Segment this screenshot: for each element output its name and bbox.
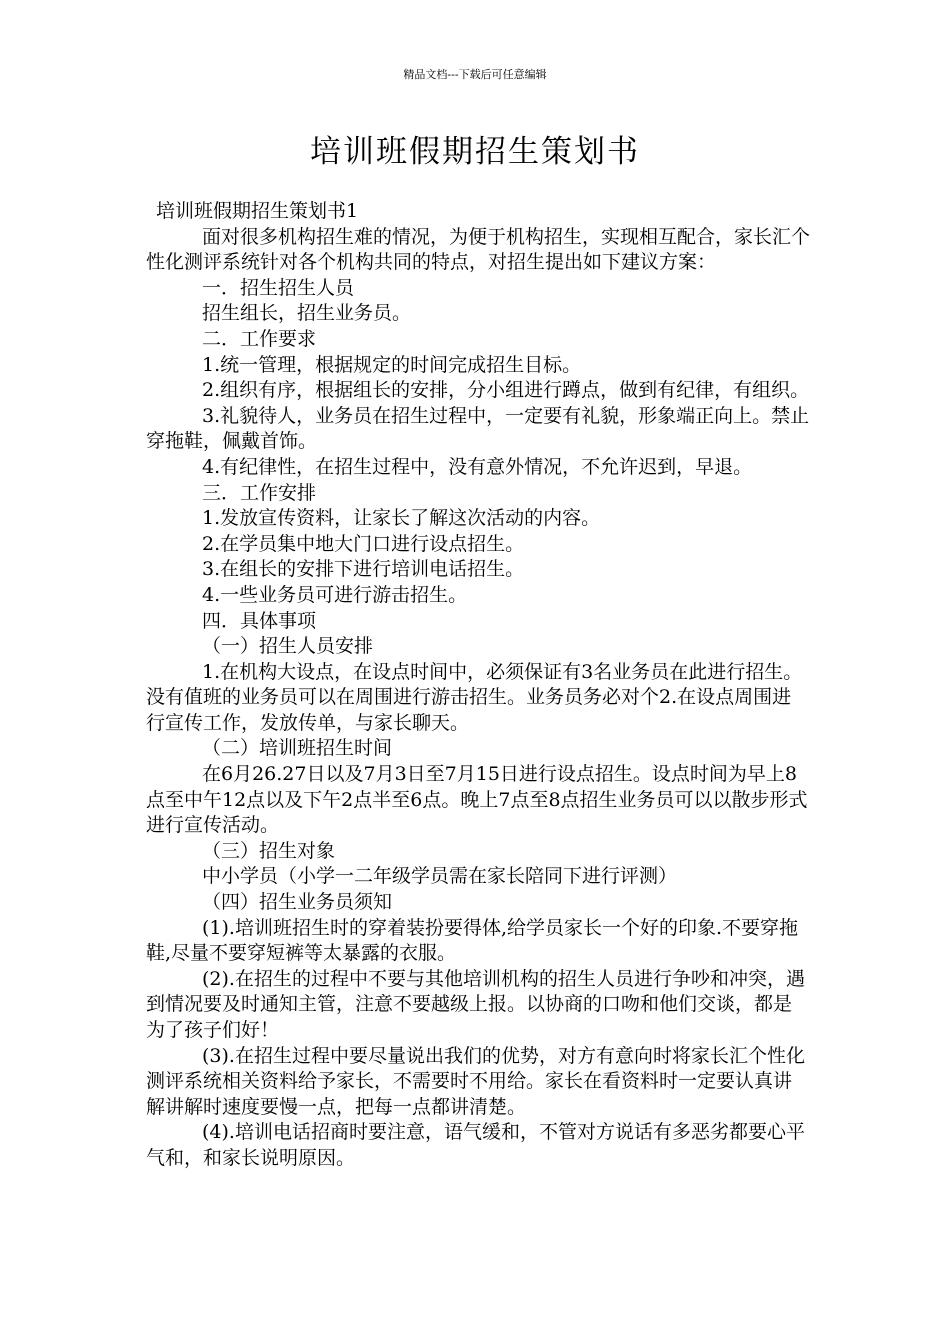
paragraph: 招生组长，招生业务员。 xyxy=(202,302,412,325)
paragraph: 1.在机构大设点，在设点时间中，必须保证有3名业务员在此进行招生。没有值班的业务员可以在周围进行游击招生。业务员务必对个2.在设点周围进行宣传工作，发放传单，与家长聊天。 xyxy=(146,660,803,734)
list-item: (4).培训电话招商时要注意，语气缓和，不管对方说话有多恶劣都要心平气和，和家长说明原因。 xyxy=(146,1121,805,1169)
section-heading: 一．招生招生人员 xyxy=(202,276,355,299)
subsection-heading: （四）招生业务员须知 xyxy=(202,891,393,914)
paragraph: 面对很多机构招生难的情况，为便于机构招生，实现相互配合，家长汇个性化测评系统针对各个机构共同的特点，对招生提出如下建议方案： xyxy=(146,225,811,274)
section-heading: 培训班假期招生策划书1 xyxy=(156,200,359,222)
section-heading: 二．工作要求 xyxy=(202,327,317,350)
list-item: 4.有纪律性，在招生过程中，没有意外情况，不允许迟到，早退。 xyxy=(202,455,753,478)
document-body xyxy=(146,199,810,1172)
list-item: 3.礼貌待人，业务员在招生过程中，一定要有礼貌，形象端正向上。禁止穿拖鞋，佩戴首饰。 xyxy=(146,404,810,453)
list-item: (3).在招生过程中要尽量说出我们的优势，对方有意向时将家长汇个性化测评系统相关资料给予家长，不需要时不用给。家长在看资料时一定要认真讲解讲解时速度要慢一点，把每一点都讲清楚。 xyxy=(146,1044,805,1118)
paragraph: 中小学员（小学一二年级学员需在家长陪同下进行评测） xyxy=(202,865,678,888)
list-item: 2.组织有序，根据组长的安排，分小组进行蹲点，做到有纪律，有组织。 xyxy=(202,379,810,402)
subsection-heading: （一）招生人员安排 xyxy=(202,635,374,658)
list-item: 2.在学员集中地大门口进行设点招生。 xyxy=(202,532,525,555)
section-heading: 三．工作安排 xyxy=(202,481,317,504)
list-item: (2).在招生的过程中不要与其他培训机构的招生人员进行争吵和冲突，遇到情况要及时通知主管，注意不要越级上报。以协商的口吻和他们交谈，都是为了孩子们好！ xyxy=(146,967,805,1041)
page-header: 精品文档---下载后可任意编辑 xyxy=(403,68,547,81)
list-item: (1).培训班招生时的穿着装扮要得体,给学员家长一个好的印象.不要穿拖鞋,尽量不要穿短裤等太暴露的衣服。 xyxy=(146,916,799,965)
list-item: 3.在组长的安排下进行培训电话招生。 xyxy=(202,558,525,581)
list-item: 1.统一管理，根据规定的时间完成招生目标。 xyxy=(202,353,582,376)
paragraph: 在6月26.27日以及7月3日至7月15日进行设点招生。设点时间为早上8点至中午12点以及下午2点半至6点。晚上7点至8点招生业务员可以以散步形式进行宣传活动。 xyxy=(146,763,808,837)
list-item: 4.一些业务员可进行游击招生。 xyxy=(202,583,468,606)
document-title: 培训班假期招生策划书 xyxy=(310,134,640,170)
subsection-heading: （三）招生对象 xyxy=(202,839,336,862)
section-heading: 四．具体事项 xyxy=(202,609,317,632)
subsection-heading: （二）培训班招生时间 xyxy=(202,737,393,760)
list-item: 1.发放宣传资料，让家长了解这次活动的内容。 xyxy=(202,507,601,530)
